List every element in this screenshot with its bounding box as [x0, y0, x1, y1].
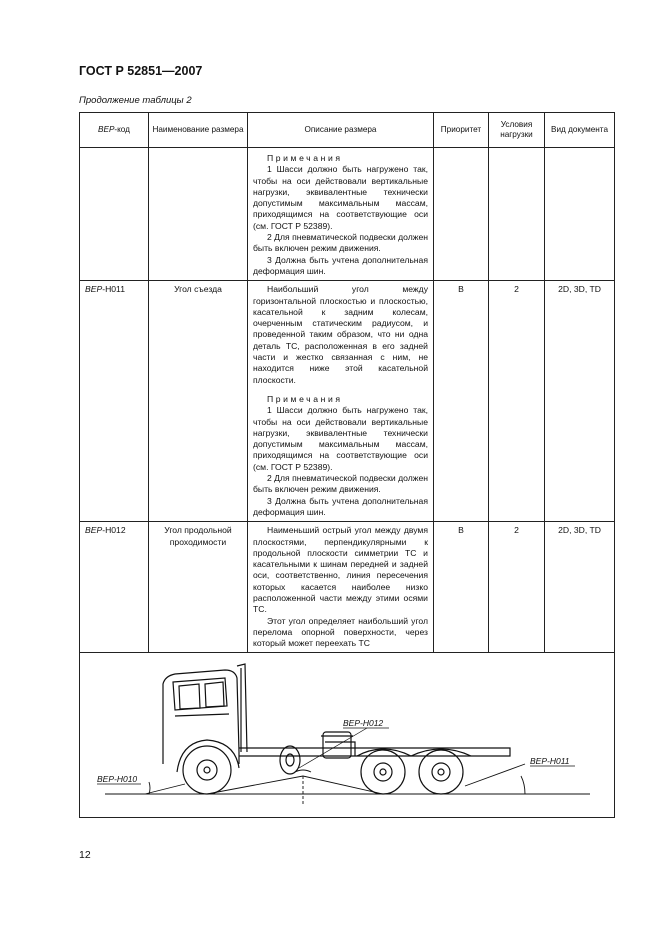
- notes-title: Примечания: [267, 393, 343, 404]
- figure-row: [80, 653, 615, 818]
- truck-angles-figure: [85, 656, 614, 812]
- cell-load: 2: [489, 281, 545, 522]
- front-wheel: [183, 746, 231, 794]
- table-row: [80, 281, 615, 522]
- cell-priority: B: [434, 522, 489, 653]
- cell-code: BEP-H012: [80, 522, 149, 653]
- cell-name: [149, 148, 248, 281]
- page-number: 12: [79, 849, 91, 861]
- note-text: 2 Для пневматической подвески должен быть включен режим движения.: [253, 232, 428, 254]
- note-text: 3 Должна быть учтена дополнительная деформация шин.: [253, 495, 428, 517]
- note-text: 1 Шасси должно быть нагружено так, чтобы на оси действовали вертикальные нагрузки, эквивалентные технически допустимым максимальным массам, приходящимся на соответствующие оси (см. ГОСТ Р 52389).: [253, 405, 428, 472]
- table-row: [80, 148, 615, 281]
- table-caption: Продолжение таблицы 2: [79, 95, 192, 106]
- note-text: 3 Должна быть учтена дополнительная деформация шин.: [253, 254, 428, 276]
- table-header-row: [80, 113, 615, 148]
- cell-priority: B: [434, 281, 489, 522]
- figure-cell: [80, 653, 615, 818]
- header-priority: Приоритет: [434, 113, 489, 148]
- breakover-line-front: [207, 776, 383, 794]
- header-bep-code: BEP-код: [80, 113, 149, 148]
- notes-title: Примечания: [267, 153, 343, 163]
- dimensions-table: [79, 112, 615, 818]
- approach-angle-line: [145, 784, 185, 794]
- description-text: Этот угол определяет наибольший угол перелома опорной поверхности, через который может переехать ТС: [253, 615, 428, 649]
- label-bep-h011: BEP-H011: [530, 756, 570, 767]
- note-text: 2 Для пневматической подвески должен быть включен режим движения.: [253, 473, 428, 495]
- description-text: Наименьший острый угол между двумя плоскостями, перпендикулярными к продольной плоскости симметрии ТС и касательными к шинам передней и задней оси, соответственно, линия пересечения которых касается наиболее низко расположенной части между этими осями ТС.: [253, 525, 428, 615]
- cell-doc: 2D, 3D, TD: [545, 522, 615, 653]
- cell-description: [248, 281, 434, 522]
- document-code: ГОСТ Р 52851—2007: [79, 64, 203, 78]
- cell-description: [248, 148, 434, 281]
- cell-load: [489, 148, 545, 281]
- cell-name: Угол продольной проходимости: [149, 522, 248, 653]
- label-bep-h012: BEP-H012: [343, 718, 384, 729]
- cell-code: [80, 148, 149, 281]
- cell-code: BEP-H011: [80, 281, 149, 522]
- header-load: Условия нагрузки: [489, 113, 545, 148]
- cell-name: Угол съезда: [149, 281, 248, 522]
- cell-description: [248, 522, 434, 653]
- cell-doc: [545, 148, 615, 281]
- label-bep-h010: BEP-H010: [97, 774, 138, 785]
- header-description: Описание размера: [248, 113, 434, 148]
- truck-cab-outline: [163, 670, 239, 764]
- departure-angle-line: [465, 764, 525, 786]
- cell-load: 2: [489, 522, 545, 653]
- description-text: Наибольший угол между горизонтальной плоскостью и плоскостью, касательной к задним колесам, очерченным статическим радиусом, и проведенной таким образом, что ни одна деталь ТС, расположенная в его задней части и жестко связанная с ним, не находится ниже этой касательной плоскости.: [253, 284, 428, 385]
- header-name: Наименование размера: [149, 113, 248, 148]
- note-text: 1 Шасси должно быть нагружено так, чтобы на оси действовали вертикальные нагрузки, эквивалентные технически допустимым максимальным массам, приходящимся на соответствующие оси (см. ГОСТ Р 52389).: [253, 164, 428, 231]
- table-row: [80, 522, 615, 653]
- cell-priority: [434, 148, 489, 281]
- cell-doc: 2D, 3D, TD: [545, 281, 615, 522]
- header-document: Вид документа: [545, 113, 615, 148]
